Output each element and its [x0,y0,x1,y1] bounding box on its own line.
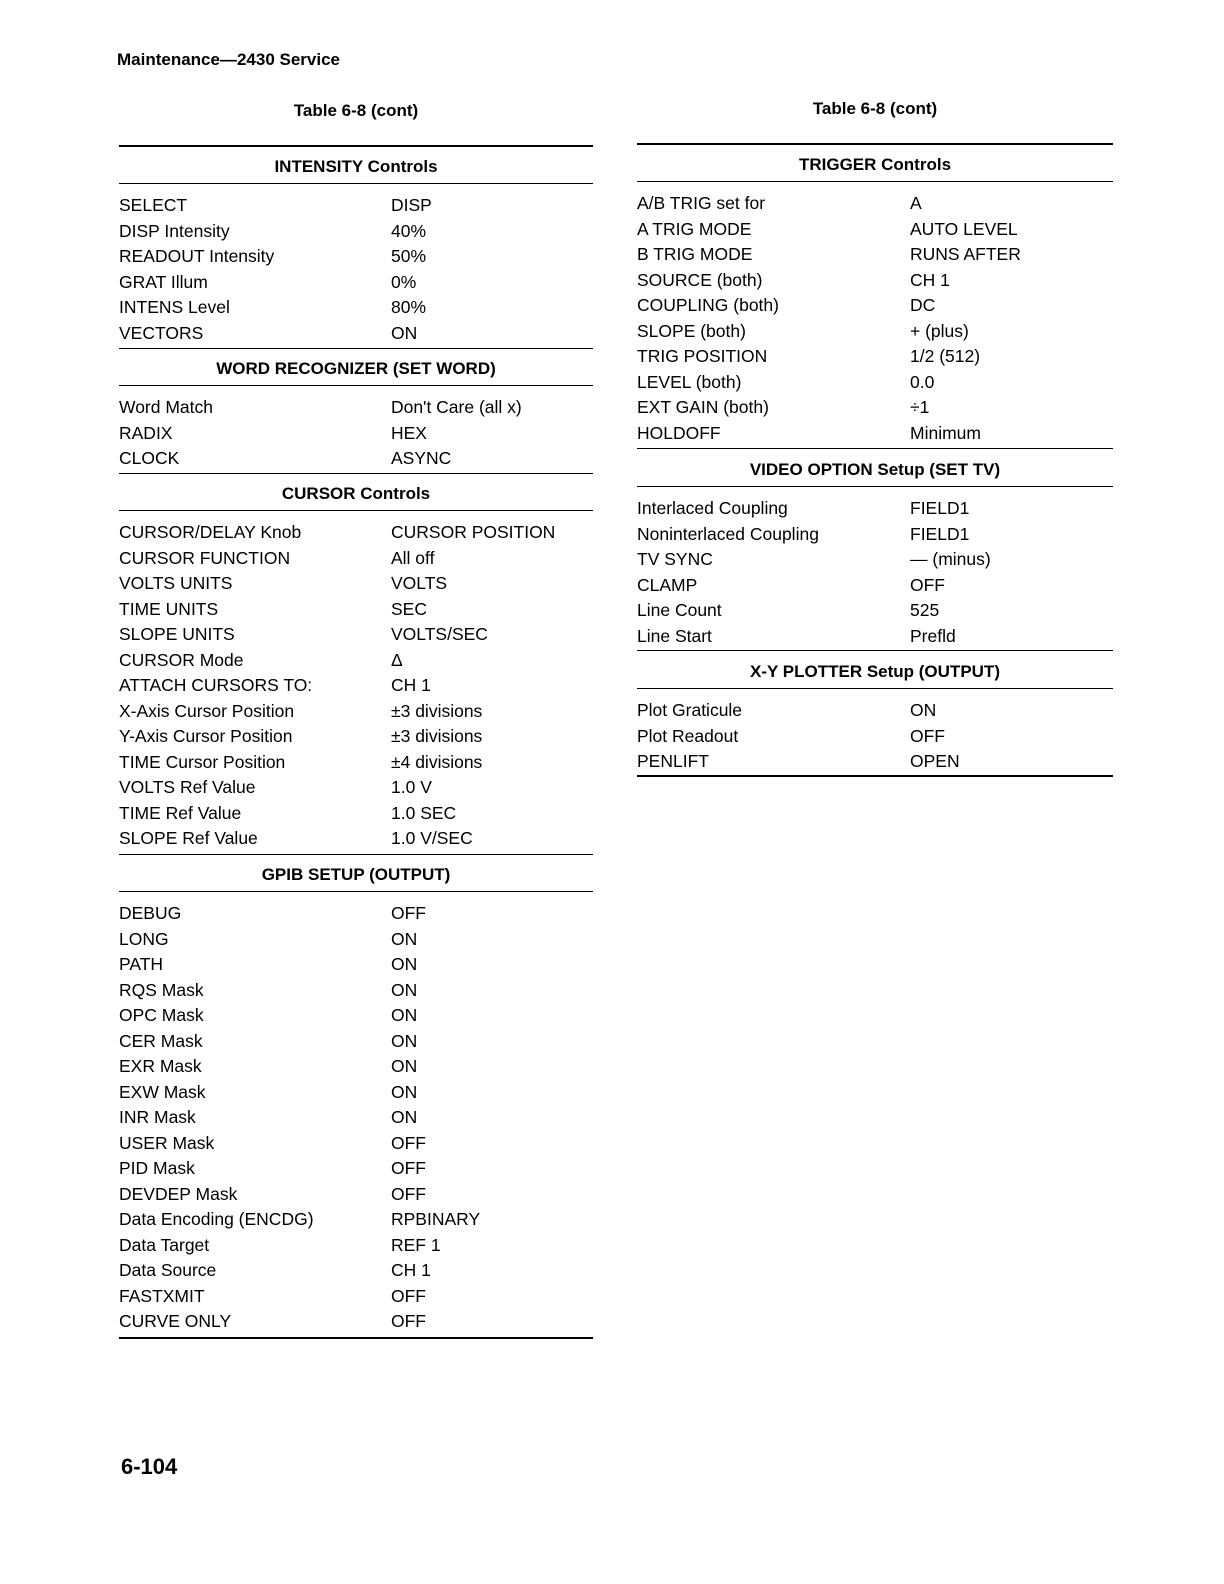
setting-name: TIME UNITS [119,598,219,619]
table-top-rule [637,143,1113,145]
table-row [119,1258,593,1284]
table-row [119,244,593,270]
table-row [119,546,593,572]
setting-name: Y-Axis Cursor Position [119,726,293,746]
table-row [637,724,1113,750]
setting-value: A [910,193,922,213]
table-row [119,321,593,347]
table-row [119,1233,593,1259]
setting-name: LEVEL (both) [637,371,742,392]
setting-name: TIME Cursor Position [119,751,286,772]
setting-value: Δ [391,649,403,670]
table-row [119,927,593,953]
setting-value: HEX [391,422,427,443]
gpib-rows [119,901,593,1335]
setting-name: EXT GAIN (both) [637,397,769,417]
table-row [119,520,593,546]
section-title: INTENSITY Controls [274,157,438,176]
setting-name: RADIX [119,422,173,443]
table-bottom-rule [119,1337,593,1339]
table-row [119,826,593,852]
setting-value: OPEN [910,751,960,771]
setting-name: Line Count [637,600,722,620]
table-row [119,1284,593,1310]
section-title: TRIGGER Controls [798,155,952,174]
table-row [119,1309,593,1335]
setting-value: SEC [391,598,427,619]
setting-value: CH 1 [391,1260,431,1280]
setting-name: CURSOR FUNCTION [119,547,291,568]
section-title: VIDEO OPTION Setup (SET TV) [749,460,1001,479]
setting-name: VOLTS Ref Value [119,777,256,797]
setting-name: EXR Mask [119,1056,202,1076]
setting-value: AUTO LEVEL [910,218,1018,239]
setting-name: VOLTS UNITS [119,573,233,593]
setting-value: ON [391,1030,418,1051]
setting-name: CURSOR/DELAY Knob [119,522,302,542]
setting-value: ON [391,928,418,949]
table-row [119,978,593,1004]
table-row [119,622,593,648]
table-row [119,1207,593,1233]
table-row [119,270,593,296]
setting-value: OFF [391,903,426,923]
table-row [119,219,593,245]
video-rows [637,496,1113,649]
table-row [637,344,1113,370]
table-row [119,1003,593,1029]
setting-value: ±3 divisions [391,700,483,721]
setting-value: ON [391,979,418,1000]
setting-name: X-Axis Cursor Position [119,700,295,721]
setting-value: 40% [391,220,427,241]
setting-value: FIELD1 [910,523,970,544]
setting-value: 1.0 SEC [391,802,457,823]
table-row [637,293,1113,319]
setting-name: PENLIFT [637,751,709,771]
table-row [119,597,593,623]
setting-value: OFF [391,1132,426,1153]
setting-name: OPC Mask [119,1005,204,1025]
page-number: 6-104 [121,1454,178,1479]
table-row [119,775,593,801]
setting-value: VOLTS [391,573,448,593]
cursor-rows [119,520,593,852]
setting-value: OFF [910,574,945,595]
setting-name: DISP Intensity [119,220,230,241]
table-row [637,191,1113,217]
table-row [119,1054,593,1080]
setting-value: OFF [910,725,945,746]
setting-name: FASTXMIT [119,1285,205,1306]
setting-name: RQS Mask [119,979,204,1000]
section-title: WORD RECOGNIZER (SET WORD) [216,359,496,378]
table-row [637,242,1113,268]
table-row [637,522,1113,548]
table-caption: Table 6-8 (cont) [812,99,938,118]
table-row [119,193,593,219]
table-top-rule [119,145,593,147]
setting-name: Plot Readout [637,725,739,746]
setting-name: TIME Ref Value [119,802,242,823]
setting-value: — (minus) [910,549,991,569]
setting-value: ON [391,954,418,974]
setting-name: DEBUG [119,903,182,923]
setting-value: All off [391,547,435,568]
section-title: CURSOR Controls [281,484,431,503]
setting-value: ±4 divisions [391,751,483,772]
table-row [119,699,593,725]
setting-value: RPBINARY [391,1209,481,1229]
setting-name: SLOPE UNITS [119,624,235,644]
setting-value: 1/2 (512) [910,346,981,366]
setting-value: OFF [391,1285,426,1306]
setting-value: 525 [910,600,940,620]
setting-name: GRAT Illum [119,271,208,292]
xy-plotter-rows [637,698,1113,775]
table-row [119,1080,593,1106]
setting-name: CER Mask [119,1030,203,1051]
setting-value: ON [391,1107,418,1127]
setting-name: CURSOR Mode [119,649,244,670]
setting-value: FIELD1 [910,498,970,518]
table-row [637,395,1113,421]
setting-value: 0% [391,271,417,292]
setting-name: SOURCE (both) [637,269,763,290]
setting-value: ÷1 [910,397,930,417]
setting-value: ON [391,1056,418,1076]
setting-value: VOLTS/SEC [391,624,488,644]
table-row [119,801,593,827]
setting-name: EXW Mask [119,1081,206,1102]
table-row [119,750,593,776]
setting-value: OFF [391,1158,426,1178]
section-rule [119,891,593,892]
setting-name: COUPLING (both) [637,295,779,315]
table-row [637,496,1113,522]
setting-name: Plot Graticule [637,700,743,720]
table-row [119,295,593,321]
setting-value: 80% [391,297,427,317]
trigger-rows [637,191,1113,446]
table-row [637,268,1113,294]
setting-value: ON [910,700,937,720]
setting-name: LONG [119,928,169,949]
setting-name: Line Start [637,625,712,646]
section-rule [119,183,593,184]
table-row [119,1131,593,1157]
table-row [119,901,593,927]
table-row [119,1156,593,1182]
table-row [119,648,593,674]
table-row [637,370,1113,396]
setting-value: 1.0 V/SEC [391,828,473,848]
section-title: GPIB SETUP (OUTPUT) [261,865,451,884]
setting-value: ASYNC [391,448,452,468]
setting-value: REF 1 [391,1234,441,1255]
setting-value: OFF [391,1311,426,1331]
setting-value: Don't Care (all x) [391,397,522,417]
section-rule [119,854,593,855]
setting-name: CLOCK [119,448,180,468]
page-header: Maintenance—2430 Service [117,50,341,69]
setting-value: 0.0 [910,371,935,392]
section-title: X-Y PLOTTER Setup (OUTPUT) [750,662,1000,681]
setting-name: A TRIG MODE [637,218,752,239]
setting-name: Interlaced Coupling [637,498,788,518]
setting-name: CLAMP [637,574,698,595]
table-row [119,1105,593,1131]
setting-name: ATTACH CURSORS TO: [119,675,313,695]
setting-value: DC [910,295,936,315]
table-row [637,421,1113,447]
table-row [637,547,1113,573]
section-rule [637,181,1113,182]
section-rule [119,473,593,474]
table-row [637,749,1113,775]
setting-name: SELECT [119,195,188,215]
setting-name: HOLDOFF [637,422,721,443]
table-row [119,952,593,978]
setting-name: READOUT Intensity [119,246,275,266]
setting-value: ON [391,1005,418,1025]
setting-value: CURSOR POSITION [391,522,556,542]
setting-value: OFF [391,1183,426,1204]
setting-value: ±3 divisions [391,726,483,746]
setting-value: ON [391,1081,418,1102]
setting-value: ON [391,322,418,343]
intensity-rows [119,193,593,346]
table-row [119,673,593,699]
table-row [637,598,1113,624]
table-row [119,724,593,750]
setting-name: SLOPE (both) [637,320,746,341]
table-caption: Table 6-8 (cont) [293,101,419,120]
setting-name: SLOPE Ref Value [119,828,258,848]
setting-value: DISP [391,195,432,215]
table-row [637,624,1113,650]
section-rule [637,448,1113,449]
setting-name: A/B TRIG set for [637,193,766,213]
setting-value: CH 1 [910,269,950,290]
setting-name: CURVE ONLY [119,1311,232,1331]
section-rule [119,348,593,349]
setting-name: INTENS Level [119,297,230,317]
setting-value: CH 1 [391,675,431,695]
setting-value: Minimum [910,422,981,443]
setting-name: TV SYNC [637,549,713,569]
table-row [119,395,593,421]
section-rule [119,510,593,511]
table-row [637,217,1113,243]
setting-name: Noninterlaced Coupling [637,523,819,544]
section-rule [637,650,1113,651]
setting-name: PATH [119,954,164,974]
setting-value: 50% [391,246,427,266]
setting-name: USER Mask [119,1132,215,1153]
setting-name: PID Mask [119,1158,195,1178]
setting-name: Data Encoding (ENCDG) [119,1209,314,1229]
table-row [119,571,593,597]
table-row [637,698,1113,724]
section-rule [119,385,593,386]
table-row [119,1182,593,1208]
table-bottom-rule [637,775,1113,777]
table-row [119,1029,593,1055]
table-row [637,319,1113,345]
setting-name: B TRIG MODE [637,244,753,264]
word-recognizer-rows [119,395,593,472]
setting-name: Data Source [119,1260,217,1280]
setting-name: INR Mask [119,1107,196,1127]
setting-name: VECTORS [119,322,204,343]
setting-name: DEVDEP Mask [119,1183,238,1204]
setting-name: Data Target [119,1234,210,1255]
section-rule [637,486,1113,487]
table-row [637,573,1113,599]
section-rule [637,688,1113,689]
setting-name: Word Match [119,397,214,417]
setting-value: + (plus) [910,320,969,341]
setting-value: 1.0 V [391,777,432,797]
setting-value: RUNS AFTER [910,244,1021,264]
table-row [119,446,593,472]
table-row [119,421,593,447]
setting-value: Prefld [910,625,956,646]
setting-name: TRIG POSITION [637,346,768,366]
